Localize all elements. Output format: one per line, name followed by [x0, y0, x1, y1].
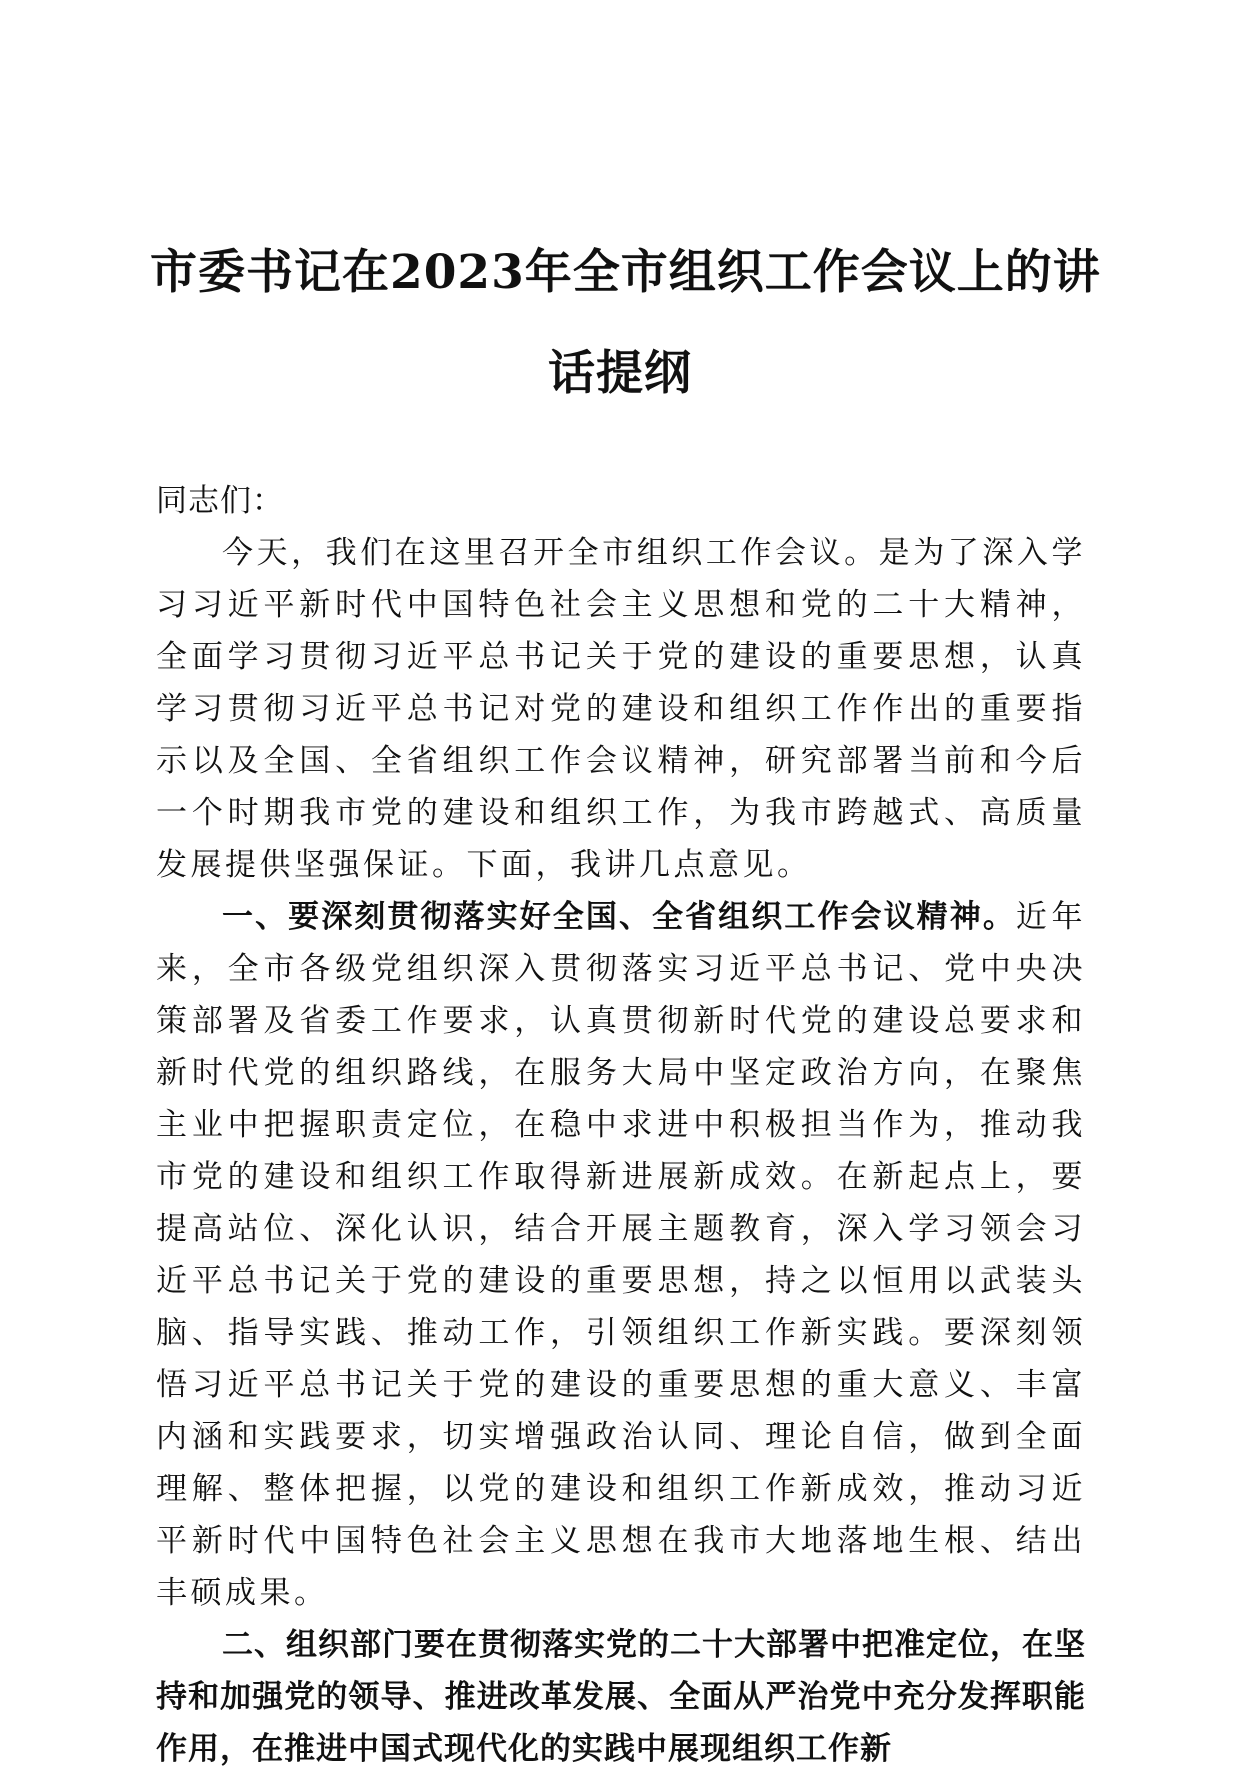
title-line-2: 话提纲: [548, 346, 692, 401]
document-body: [156, 475, 1086, 1775]
title-line-1: 市委书记在2023年全市组织工作会议上的讲: [150, 245, 1101, 300]
section-2-heading: 二、组织部门要在贯彻落实党的二十大部署中把准定位，在坚持和加强党的领导、推进改革发展、全面从严治党中充分发挥职能作用，在推进中国式现代化的实践中展现组织工作新: [156, 1627, 1086, 1767]
section-1-body: 近年来，全市各级党组织深入贯彻落实习近平总书记、党中央决策部署及省委工作要求，认真贯彻新时代党的建设总要求和新时代党的组织路线，在服务大局中坚定政治方向，在聚焦主业中把握职责定位，在稳中求进中积极担当作为，推动我市党的建设和组织工作取得新进展新成效。在新起点上，要提高站位、深化认识，结合开展主题教育，深入学习领会习近平总书记关于党的建设的重要思想，持之以恒用以武装头脑、指导实践、推动工作，引领组织工作新实践。要深刻领悟习近平总书记关于党的建设的重要思想的重大意义、丰富内涵和实践要求，切实增强政治认同、理论自信，做到全面理解、整体把握，以党的建设和组织工作新成效，推动习近平新时代中国特色社会主义思想在我市大地落地生根、结出丰硕成果。: [156, 899, 1087, 1611]
section-1-heading: 一、要深刻贯彻落实好全国、全省组织工作会议精神。: [222, 899, 1016, 935]
intro-paragraph: 今天，我们在这里召开全市组织工作会议。是为了深入学习习近平新时代中国特色社会主义思想和党的二十大精神，全面学习贯彻习近平总书记关于党的建设的重要思想，认真学习贯彻习近平总书记对党的建设和组织工作作出的重要指示以及全国、全省组织工作会议精神，研究部署当前和今后一个时期我市党的建设和组织工作，为我市跨越式、高质量发展提供坚强保证。下面，我讲几点意见。: [156, 535, 1086, 883]
salutation: 同志们：: [156, 483, 284, 519]
document-title: [150, 222, 1101, 424]
section-1-paragraph: [156, 891, 1086, 1619]
